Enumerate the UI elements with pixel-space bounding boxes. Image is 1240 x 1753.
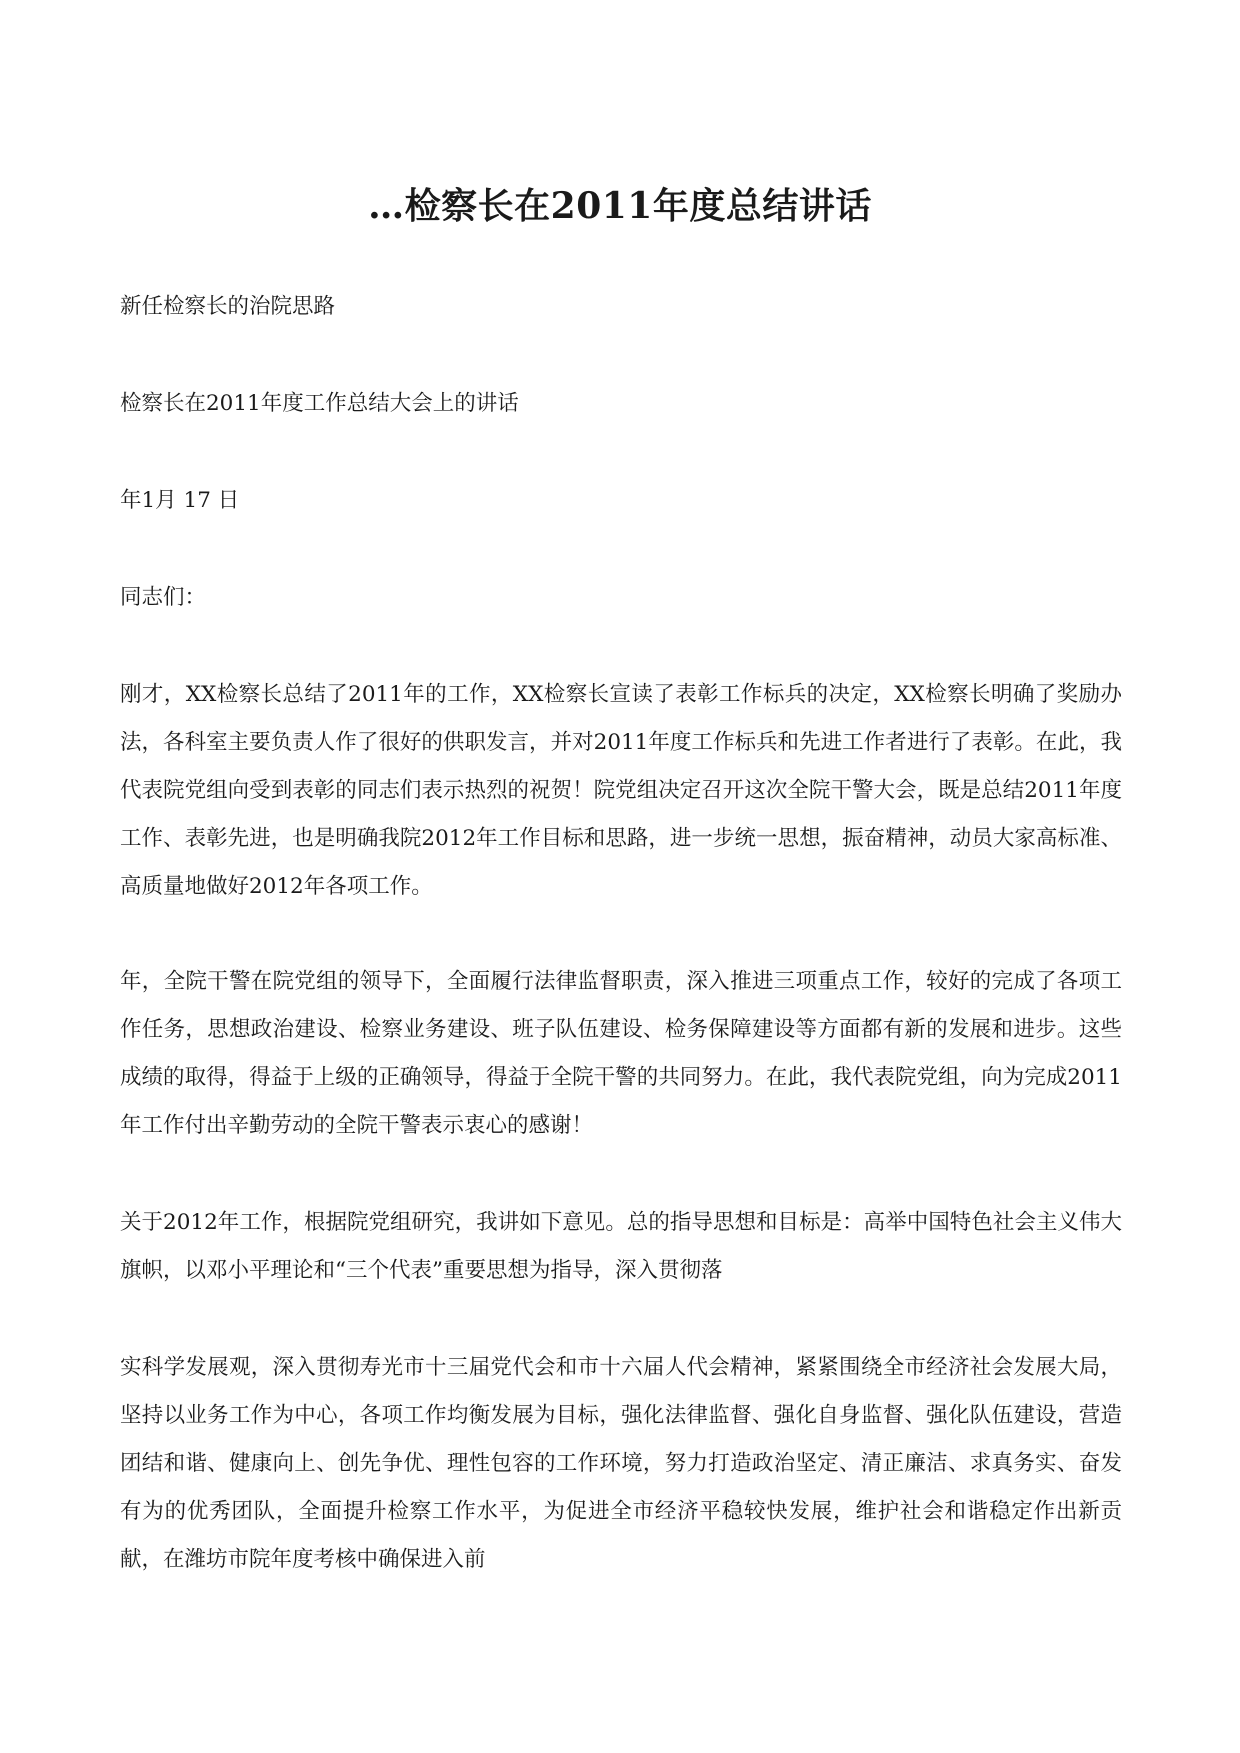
paragraph-1: 刚才，XX检察长总结了2011年的工作，XX检察长宣读了表彰工作标兵的决定，XX检察长明确了奖励办法，各科室主要负责人作了很好的供职发言，并对2011年度工作标兵和先进工作者进行了表彰。在此，我代表院党组向受到表彰的同志们表示热烈的祝贺！院党组决定召开这次全院干警大会，既是总结2011年度工作、表彰先进，也是明确我院2012年工作目标和思路，进一步统一思想，振奋精神，动员大家高标准、高质量地做好2012年各项工作。 (120, 682, 1122, 899)
paragraph-2: 年，全院干警在院党组的领导下，全面履行法律监督职责，深入推进三项重点工作，较好的完成了各项工作任务，思想政治建设、检察业务建设、班子队伍建设、检务保障建设等方面都有新的发展和进步。这些成绩的取得，得益于上级的正确领导，得益于全院干警的共同努力。在此，我代表院党组，向为完成2011年工作付出辛勤劳动的全院干警表示衷心的感谢！ (120, 969, 1122, 1138)
greeting: 同志们： (120, 585, 207, 610)
paragraph-4: 实科学发展观，深入贯彻寿光市十三届党代会和市十六届人代会精神，紧紧围绕全市经济社会发展大局，坚持以业务工作为中心，各项工作均衡发展为目标，强化法律监督、强化自身监督、强化队伍建设，营造团结和谐、健康向上、创先争优、理性包容的工作环境，努力打造政治坚定、清正廉洁、求真务实、奋发有为的优秀团队，全面提升检察工作水平，为促进全市经济平稳较快发展，维护社会和谐稳定作出新贡献，在潍坊市院年度考核中确保进入前 (120, 1355, 1122, 1572)
paragraph-3: 关于2012年工作，根据院党组研究，我讲如下意见。总的指导思想和目标是：高举中国特色社会主义伟大旗帜，以邓小平理论和“三个代表”重要思想为指导，深入贯彻落 (120, 1210, 1122, 1283)
document-title: …检察长在2011年度总结讲话 (368, 185, 872, 228)
document-subtitle: 新任检察长的治院思路 (120, 294, 336, 319)
speech-title: 检察长在2011年度工作总结大会上的讲话 (120, 391, 519, 416)
speech-date: 年1月 17 日 (120, 488, 240, 513)
